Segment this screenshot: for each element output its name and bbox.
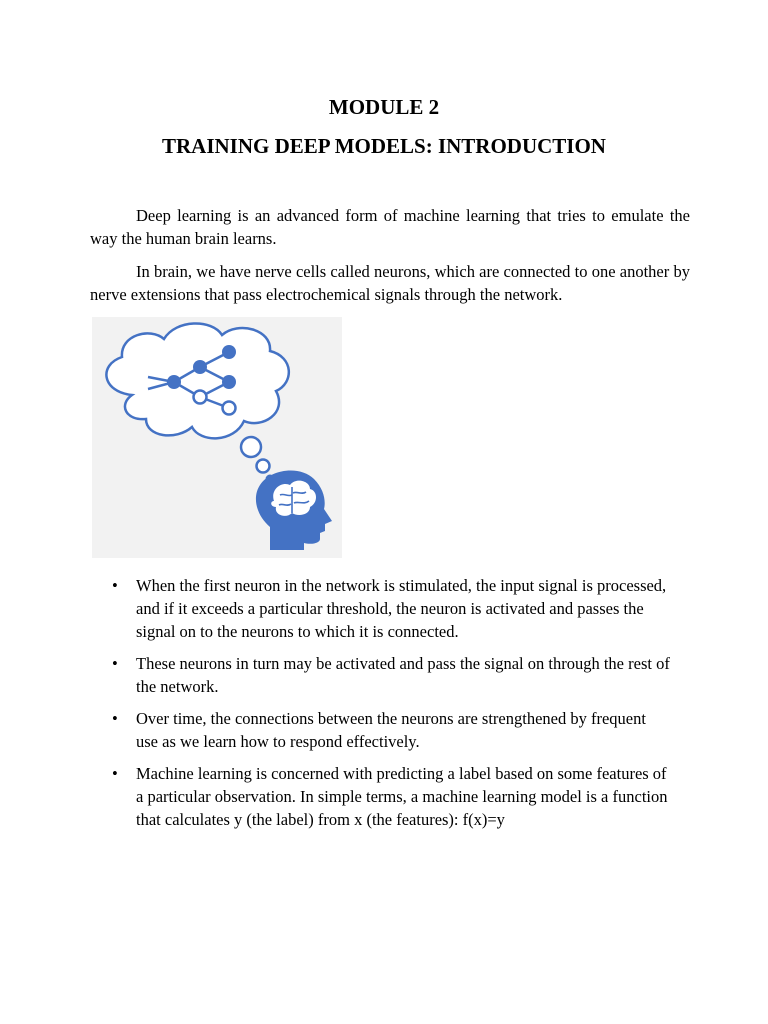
bullet-dot: • xyxy=(112,764,118,783)
bullet-dot: • xyxy=(112,709,118,728)
brain-thought-bubble-icon xyxy=(92,317,342,558)
bullet-dot: • xyxy=(112,576,118,595)
intro-paragraph: Deep learning is an advanced form of machine learning that tries to emulate the way the human brain learns. xyxy=(90,206,690,248)
list-item-text: These neurons in turn may be activated and pass the signal on through the rest of the network. xyxy=(136,654,670,696)
chapter-title: TRAINING DEEP MODELS: INTRODUCTION xyxy=(162,134,606,158)
list-item xyxy=(112,707,672,753)
list-item-text: When the first neuron in the network is stimulated, the input signal is processed, and if it exceeds a particular threshold, the neuron is activated and passes the signal on to the neurons to which it is connected. xyxy=(136,576,667,641)
list-item xyxy=(112,762,672,831)
brain-figure xyxy=(92,317,342,558)
list-item-text: Over time, the connections between the neurons are strengthened by frequent use as we learn how to respond effectively. xyxy=(136,709,646,751)
bullet-list xyxy=(112,574,672,840)
module-title: MODULE 2 xyxy=(328,95,440,119)
neurons-paragraph: In brain, we have nerve cells called neurons, which are connected to one another by nerve extensions that pass electrochemical signals through the network. xyxy=(90,262,690,304)
bullet-dot: • xyxy=(112,654,118,673)
list-item-text: Machine learning is concerned with predicting a label based on some features of a particular observation. In simple terms, a machine learning model is a function that calculates y (the label) from x (the features): f(x)=y xyxy=(136,764,668,829)
list-item xyxy=(112,652,672,698)
list-item xyxy=(112,574,672,643)
